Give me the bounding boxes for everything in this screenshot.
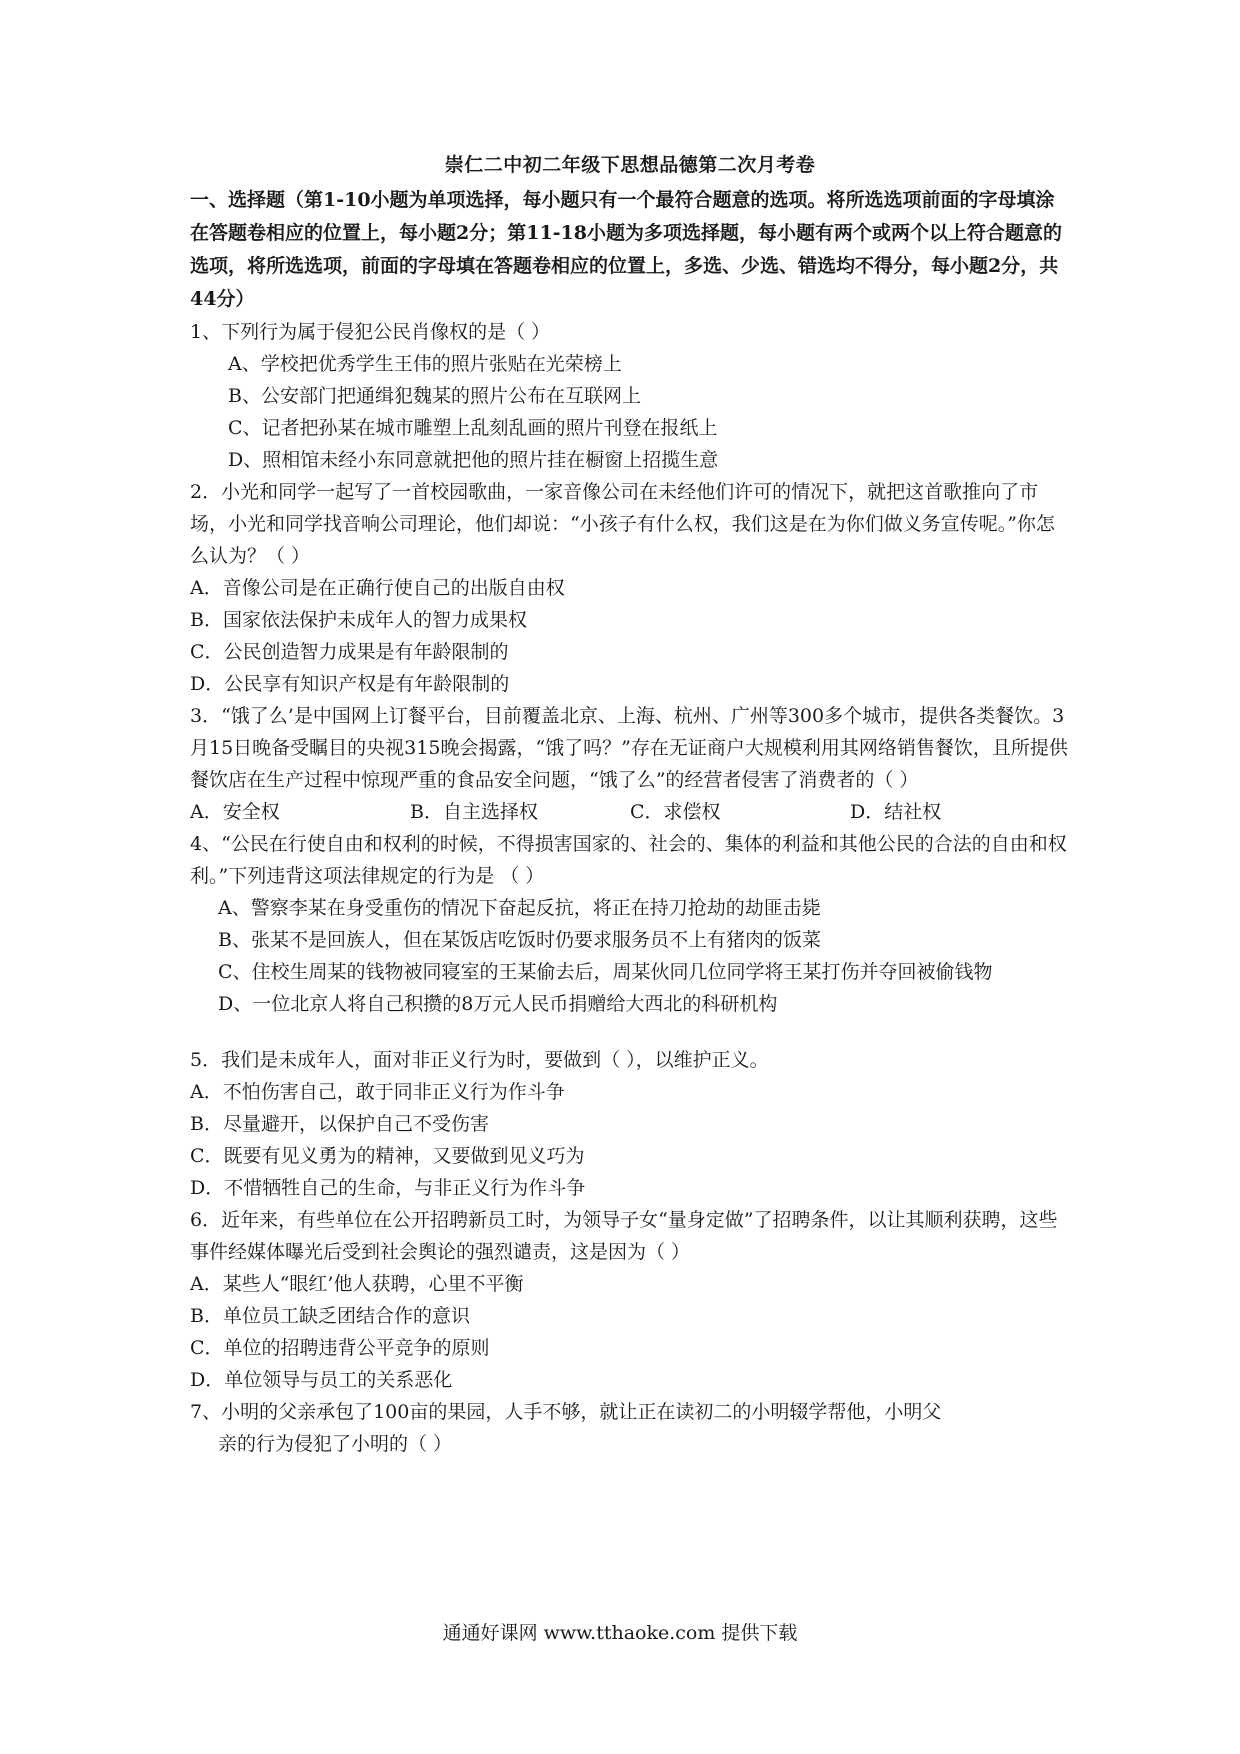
option-a: A．某些人“眼红’他人获聘，心里不平衡 bbox=[190, 1273, 524, 1295]
question-stem: 5．我们是未成年人，面对非正义行为时，要做到（ ），以维护正义。 bbox=[190, 1049, 769, 1071]
option-c: C、记者把孙某在城市雕塑上乱刻乱画的照片刊登在报纸上 bbox=[228, 417, 718, 439]
question-stem: 3．“饿了么’是中国网上订餐平台，目前覆盖北京、上海、杭州、广州等300多个城市，提供各类餐饮。3月15日晚备受瞩目的央视315晚会揭露，“饿了吗？”存在无证商户大规模利用其网络销售餐饮，且所提供餐饮店在生产过程中惊现严重的食品安全问题，“饿了么”的经营者侵害了消费者的（ ） bbox=[190, 705, 1068, 791]
option-d: D．公民享有知识产权是有年龄限制的 bbox=[190, 673, 510, 695]
question-6 bbox=[190, 1204, 1070, 1396]
page-footer: 通通好课网 www.tthaoke.com 提供下载 bbox=[442, 1622, 798, 1644]
question-3 bbox=[190, 700, 1070, 828]
option-c: C．求偿权 bbox=[630, 801, 721, 823]
option-b: B．自主选择权 bbox=[410, 801, 538, 823]
spacer bbox=[190, 1020, 1070, 1044]
option-b: B、公安部门把通缉犯魏某的照片公布在互联网上 bbox=[228, 385, 641, 407]
option-d: D．单位领导与员工的关系恶化 bbox=[190, 1369, 453, 1391]
question-stem: 6．近年来，有些单位在公开招聘新员工时，为领导子女“量身定做”了招聘条件，以让其顺利获聘，这些事件经媒体曝光后受到社会舆论的强烈谴责，这是因为（ ） bbox=[190, 1209, 1058, 1263]
option-d: D、照相馆未经小东同意就把他的照片挂在橱窗上招揽生意 bbox=[228, 449, 719, 471]
option-b: B．国家依法保护未成年人的智力成果权 bbox=[190, 609, 527, 631]
section-instructions: 一、选择题（第1-10小题为单项选择，每小题只有一个最符合题意的选项。将所选选项前面的字母填涂在答题卷相应的位置上，每小题2分；第11-18小题为多项选择题，每小题有两个或两个以上符合题意的选项，将所选选项，前面的字母填在答题卷相应的位置上，多选、少选、错选均不得分，每小题2分，共44分） bbox=[190, 189, 1062, 310]
question-2 bbox=[190, 476, 1070, 700]
option-c: C．单位的招聘违背公平竞争的原则 bbox=[190, 1337, 490, 1359]
question-5 bbox=[190, 1044, 1070, 1204]
question-stem-line-2: 亲的行为侵犯了小明的（ ） bbox=[218, 1433, 453, 1455]
question-stem: 4、“公民在行使自由和权利的时候，不得损害国家的、社会的、集体的利益和其他公民的合法的自由和权利。”下列违背这项法律规定的行为是 （ ） bbox=[190, 833, 1067, 887]
page-title: 崇仁二中初二年级下思想品德第二次月考卷 bbox=[444, 154, 816, 176]
option-c: C．公民创造智力成果是有年龄限制的 bbox=[190, 641, 509, 663]
option-d: D、一位北京人将自己积攒的8万元人民币捐赠给大西北的科研机构 bbox=[218, 993, 778, 1015]
option-a: A．安全权 bbox=[190, 801, 280, 823]
option-a: A．音像公司是在正确行使自己的出版自由权 bbox=[190, 577, 565, 599]
option-d: D．不惜牺牲自己的生命，与非正义行为作斗争 bbox=[190, 1177, 586, 1199]
option-a: A、学校把优秀学生王伟的照片张贴在光荣榜上 bbox=[228, 353, 622, 375]
option-a: A．不怕伤害自己，敢于同非正义行为作斗争 bbox=[190, 1081, 565, 1103]
question-1 bbox=[190, 316, 1070, 476]
option-b: B、张某不是回族人，但在某饭店吃饭时仍要求服务员不上有猪肉的饭菜 bbox=[218, 929, 821, 951]
option-b: B．尽量避开，以保护自己不受伤害 bbox=[190, 1113, 489, 1135]
option-c: C．既要有见义勇为的精神，又要做到见义巧为 bbox=[190, 1145, 585, 1167]
option-b: B．单位员工缺乏团结合作的意识 bbox=[190, 1305, 470, 1327]
question-stem: 1、下列行为属于侵犯公民肖像权的是（ ） bbox=[190, 321, 551, 343]
option-a: A、警察李某在身受重伤的情况下奋起反抗，将正在持刀抢劫的劫匪击毙 bbox=[218, 897, 821, 919]
option-row bbox=[190, 796, 1070, 828]
question-7 bbox=[190, 1396, 1070, 1460]
option-c: C、住校生周某的钱物被同寝室的王某偷去后，周某伙同几位同学将王某打伤并夺回被偷钱物 bbox=[218, 961, 993, 983]
exam-page bbox=[190, 148, 1070, 1460]
question-stem-line-1: 7、小明的父亲承包了100亩的果园，人手不够，就让正在读初二的小明辍学帮他，小明父 bbox=[190, 1401, 942, 1423]
option-d: D．结社权 bbox=[850, 801, 942, 823]
question-stem: 2．小光和同学一起写了一首校园歌曲，一家音像公司在未经他们许可的情况下，就把这首歌推向了市场，小光和同学找音响公司理论，他们却说：“小孩子有什么权，我们这是在为你们做义务宣传呢。”你怎么认为？（ ） bbox=[190, 481, 1055, 567]
question-4 bbox=[190, 828, 1070, 1020]
